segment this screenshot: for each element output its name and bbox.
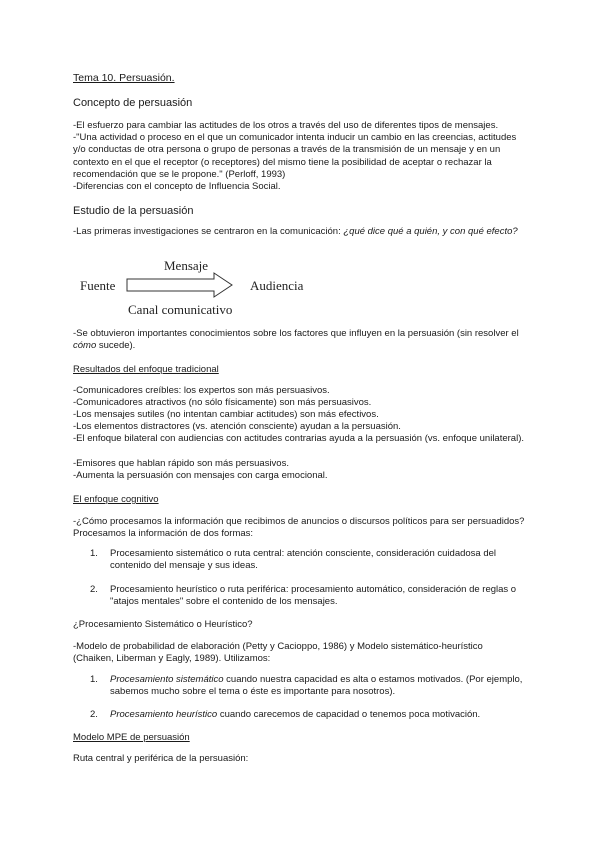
resultados-item: -Comunicadores atractivos (no sólo físicamente) son más persuasivos. bbox=[73, 397, 372, 408]
estudio-heading: Estudio de la persuasión bbox=[73, 205, 194, 217]
list-rest: cuando nuestra capacidad es alta o estamos motivados. (Por ejemplo, sabemos mucho sobre el tema o éste es importante para nosotros). bbox=[110, 674, 523, 698]
estudio-intro-plain: -Las primeras investigaciones se centraron en la comunicación: bbox=[73, 226, 344, 237]
list-number: 1. bbox=[90, 674, 98, 685]
resultados-item: -Los elementos distractores (vs. atención consciente) ayudan a la persuasión. bbox=[73, 421, 401, 432]
list-italic: Procesamiento sistemático bbox=[110, 674, 224, 685]
diagram-mensaje: Mensaje bbox=[164, 258, 209, 273]
estudio-intro bbox=[73, 226, 525, 238]
mpe-heading: Modelo MPE de persuasión bbox=[73, 732, 190, 743]
list-text: Procesamiento heurístico o ruta periférica: procesamiento automático, consideración de reglas o "atajos mentales" sobre el contenido de los mensajes. bbox=[110, 584, 517, 608]
cognitivo-heading: El enfoque cognitivo bbox=[73, 494, 159, 505]
list-rest: cuando carecemos de capacidad o tenemos poca motivación. bbox=[217, 709, 481, 720]
concepto-line-3: -Diferencias con el concepto de Influencia Social. bbox=[73, 181, 281, 192]
resultados-heading: Resultados del enfoque tradicional bbox=[73, 364, 219, 375]
list-text bbox=[110, 674, 530, 699]
concepto-quote: -"Una actividad o proceso en el que un comunicador intenta inducir un cambio en las creencias, actitudes y/o conductas de otra persona o grupo de personas a través de la transmisión de un mensaje y en un contexto en el que el receptor (o receptores) del mismo tiene la posibilidad de aceptar o rechazar la recomendación que se le propone." (Perloff, 1993) bbox=[73, 132, 517, 181]
sist-heur-intro: -Modelo de probabilidad de elaboración (Petty y Cacioppo, 1986) y Modelo sistemático-heurístico (Chaiken, Liberman y Eagly, 1989). Utilizamos: bbox=[73, 641, 483, 665]
list-italic: Procesamiento heurístico bbox=[110, 709, 218, 720]
concepto-heading: Concepto de persuasión bbox=[73, 97, 193, 109]
estudio-after bbox=[73, 328, 525, 353]
list-number: 1. bbox=[90, 548, 98, 559]
sist-heur-heading: ¿Procesamiento Sistemático o Heurístico? bbox=[73, 619, 253, 630]
list-number: 2. bbox=[90, 709, 98, 720]
list-number: 2. bbox=[90, 584, 98, 595]
list-text bbox=[110, 709, 530, 721]
resultados-item: -Emisores que hablan rápido son más persuasivos. bbox=[73, 458, 289, 469]
mpe-line: Ruta central y periférica de la persuasión: bbox=[73, 753, 249, 764]
estudio-after-plain: -Se obtuvieron importantes conocimientos sobre los factores que influyen en la persuasión (sin resolver el bbox=[73, 328, 519, 339]
page-title: Tema 10. Persuasión. bbox=[73, 72, 175, 84]
arrow-right-icon bbox=[126, 272, 234, 298]
estudio-after-italic: cómo bbox=[73, 340, 97, 352]
resultados-item: -El enfoque bilateral con audiencias con actitudes contrarias ayuda a la persuasión (vs. enfoque unilateral). bbox=[73, 433, 524, 444]
estudio-after-end: sucede). bbox=[96, 340, 136, 352]
list-text: Procesamiento sistemático o ruta central: atención consciente, consideración cuidadosa del contenido del mensaje y sus ideas. bbox=[110, 548, 497, 572]
cognitivo-intro: -¿Cómo procesamos la información que recibimos de anuncios o discursos políticos para ser persuadidos? Procesamos la información de dos formas: bbox=[73, 516, 525, 540]
diagram-fuente: Fuente bbox=[80, 278, 116, 293]
estudio-intro-question: ¿qué dice qué a quién, y con qué efecto? bbox=[343, 226, 518, 237]
concepto-line-1: -El esfuerzo para cambiar las actitudes de los otros a través del uso de diferentes tipos de mensajes. bbox=[73, 120, 499, 131]
resultados-item: -Aumenta la persuasión con mensajes con carga emocional. bbox=[73, 470, 328, 481]
resultados-item: -Comunicadores creíbles: los expertos son más persuasivos. bbox=[73, 385, 330, 396]
resultados-item: -Los mensajes sutiles (no intentan cambiar actitudes) son más efectivos. bbox=[73, 409, 379, 420]
diagram-audiencia: Audiencia bbox=[250, 278, 304, 293]
diagram-canal: Canal comunicativo bbox=[128, 302, 233, 317]
